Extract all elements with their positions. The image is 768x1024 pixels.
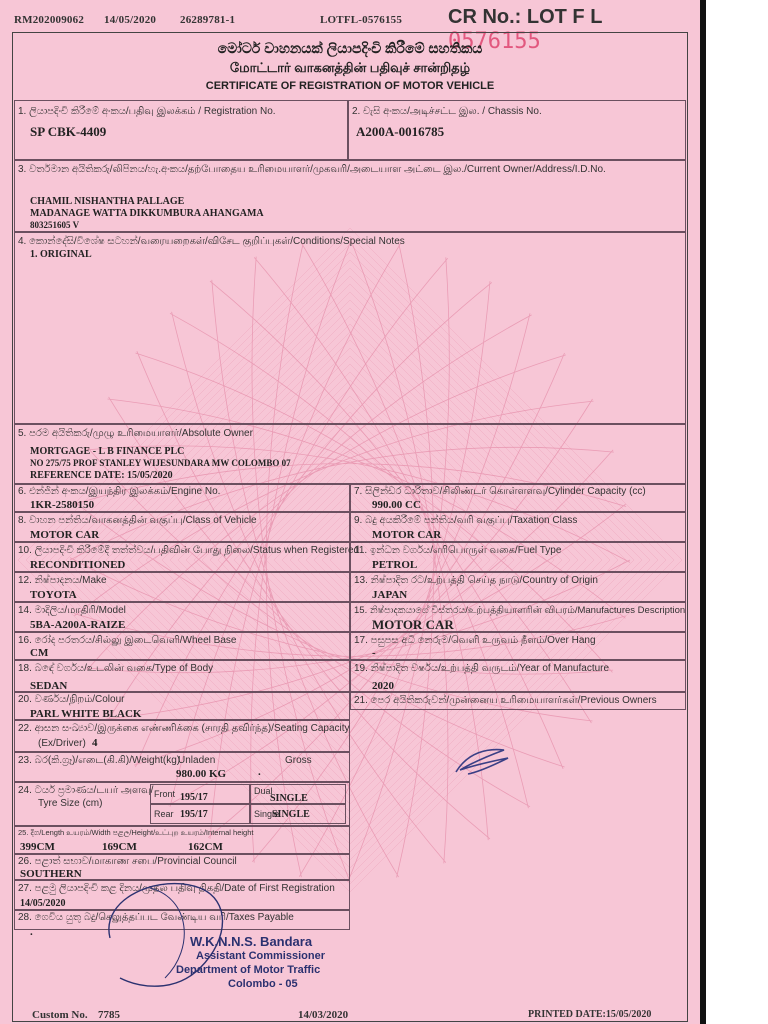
single-value: SINGLE	[272, 809, 310, 820]
absolute-owner-line1: MORTGAGE - L B FINANCE PLC	[30, 446, 185, 457]
seating-value: 4	[92, 737, 98, 749]
cr-number-value: 0576155	[448, 29, 541, 54]
cell-conditions	[14, 232, 686, 424]
seating-label: 22. ආසන සංඛ්‍යාව/இருக்கை எண்ணிக்கை (சாரதி தவிர்ந்த)/Seating Capacity	[18, 723, 350, 734]
scan-edge	[700, 0, 706, 1024]
colour-value: PARL WHITE BLACK	[30, 708, 142, 720]
registration-value: SP CBK-4409	[30, 124, 107, 139]
taxation-value: MOTOR CAR	[372, 529, 442, 541]
signature-scribble	[448, 742, 518, 782]
model-value: 5BA-A200A-RAIZE	[30, 619, 126, 631]
stamp-city: Colombo - 05	[228, 978, 298, 990]
conditions-label: 4. කොන්දේසි/විශේෂ සටහන්/வரையறைகள்/விசேட குறிப்புகள்/Conditions/Special Notes	[18, 236, 405, 247]
custom-no-label: Custom No.	[32, 1009, 88, 1021]
wheelbase-label: 16. රෝද පරතරය/சில்லு இடைவெளி/Wheel Base	[18, 635, 237, 646]
taxation-label: 9. බදු අයකිරීමේ පන්තිය/வரி வகுப்பு/Taxation Class	[354, 515, 578, 526]
year-label: 19. නිෂ්පාදිත වර්ෂය/உற்பத்தி வருடம்/Year of Manufacture	[354, 663, 610, 674]
engine-value: 1KR-2580150	[30, 499, 95, 511]
gross-value: .	[258, 766, 261, 778]
country-label: 13. නිෂ්පාදිත රට/உற்பத்தி செய்த நாடு/Country of Origin	[354, 575, 598, 586]
stamp-title: Assistant Commissioner	[196, 950, 325, 962]
wheelbase-value: CM	[30, 647, 49, 659]
owner-name: CHAMIL NISHANTHA PALLAGE	[30, 196, 185, 207]
front-label: Front	[154, 789, 176, 799]
printed-date: PRINTED DATE:15/05/2020	[528, 1009, 652, 1020]
title-english: CERTIFICATE OF REGISTRATION OF MOTOR VEHICLE	[205, 80, 495, 92]
dimensions-label: 25. දිග/Length உயரம்/Width පළල/Height/உட்புற உயரம்/Internal height	[18, 828, 254, 837]
title-tamil: மோட்டார் வாகனத்தின் பதிவுச் சான்றிதழ்	[229, 60, 471, 75]
lot-reference: LOTFL-0576155	[320, 14, 403, 26]
height-value: 162CM	[188, 841, 223, 853]
length-value: 399CM	[20, 841, 55, 853]
official-stamp-circle	[80, 868, 350, 998]
country-value: JAPAN	[372, 589, 408, 601]
make-label: 12. නිෂ්පාදනය/Make	[18, 575, 107, 586]
manufacturer-desc-value: MOTOR CAR	[372, 617, 454, 632]
fuel-label: 11. ඉන්ධන වර්ගය/எரிபொருள் வகை/Fuel Type	[354, 545, 562, 556]
owner-label: 3. වර්තමාන අයිතිකරු/லிපිනය/හැ.අංකය/தற்போதைய உரிமையாளர்/முகவரி/அடையாள அட்டை இல./Current Owner/Address/I.D.No.	[18, 164, 606, 175]
body-value: SEDAN	[30, 680, 68, 692]
taxes-label: 28. ගෙවිය යුතු බදු/செலுத்தப்பட வேண்டிய வரி/Taxes Payable	[18, 912, 294, 923]
weight-label: 23. බර(කි.ග්‍රෑ)/எடை(கி.கி)/Weight(kg)	[18, 755, 181, 766]
status-label: 10. ලියාපදිංචි කිරීමේදී තත්ත්වය/பதிவின் போது நிலை/Status when Registered	[18, 545, 360, 556]
top-date: 14/05/2020	[104, 14, 157, 26]
rear-value: 195/17	[180, 809, 208, 820]
overhang-value: -	[372, 647, 376, 659]
cr-label: CR No.: LOT F L	[448, 6, 603, 28]
previous-owners-label: 21. පෙර අයිතිකරුවන්/முன்னைய உரிமையாளர்கள்/Previous Owners	[354, 695, 657, 706]
tyre-label: 24. ටයර් ප්‍රමාණය/டயர் அளவு/	[18, 785, 154, 796]
absolute-owner-line2: NO 275/75 PROF STANLEY WIJESUNDARA MW COLOMBO 07	[30, 458, 291, 468]
chassis-value: A200A-0016785	[356, 124, 445, 139]
chassis-label: 2. චැසි අංකය/அடிச்சட்ட இல. / Chassis No.	[352, 106, 542, 117]
custom-date: 14/03/2020	[298, 1009, 349, 1021]
province-value: SOUTHERN	[20, 868, 82, 880]
unladen-value: 980.00 KG	[176, 768, 227, 780]
body-label: 18. බඳේ වර්ගය/உடலின் வகை/Type of Body	[18, 663, 214, 674]
absolute-owner-line3: REFERENCE DATE: 15/05/2020	[30, 470, 173, 481]
class-value: MOTOR CAR	[30, 529, 100, 541]
colour-label: 20. වර්ණය/நிறம்/Colour	[18, 694, 125, 705]
absolute-owner-label: 5. පරම අයිතිකරු/முழு உரிமையாளர்/Absolute Owner	[18, 428, 253, 439]
unladen-label: Unladen	[178, 755, 216, 766]
overhang-label: 17. පසුපස අධි නෙරුම/வெளி உருவம் நீளம்/Over Hang	[354, 635, 596, 646]
province-label: 26. පළාත් සභාව/மாகாண சபை/Provincial Council	[18, 856, 237, 867]
title-sinhala: මෝටර් වාහනයක් ලියාපදිංචි කිරීමේ සහතිකය	[217, 40, 483, 56]
make-value: TOYOTA	[30, 589, 77, 601]
gross-label: Gross	[285, 755, 312, 766]
reference-number-2: 26289781-1	[180, 14, 236, 26]
rear-label: Rear	[154, 809, 174, 819]
taxes-value: .	[30, 926, 33, 938]
model-label: 14. මාදිලිය/மாதிரி/Model	[18, 605, 126, 616]
custom-no-value: 7785	[98, 1009, 120, 1021]
single-label: Single	[254, 809, 280, 819]
registration-label: 1. ලියාපදිංචි කිරීමේ අංකය/பதிவு இலக்கம் / Registration No.	[18, 106, 276, 117]
first-registration-value: 14/05/2020	[20, 898, 66, 909]
cylinder-label: 7. සිලින්ඩර ධාරිතාව/சிலிண்டர் கொள்ளளவு/Cylinder Capacity (cc)	[354, 486, 646, 497]
class-label: 8. වාහන පන්තිය/வாகனத்தின் வகுப்பு/Class of Vehicle	[18, 515, 257, 526]
tyre-sub-label: Tyre Size (cm)	[38, 798, 103, 809]
front-value: 195/17	[180, 792, 208, 803]
fuel-value: PETROL	[372, 559, 418, 571]
stamp-name: W.K.N.N.S. Bandara	[190, 934, 313, 949]
width-value: 169CM	[102, 841, 137, 853]
status-value: RECONDITIONED	[30, 559, 126, 571]
owner-address: MADANAGE WATTA DIKKUMBURA AHANGAMA	[30, 208, 264, 219]
dual-label: Dual	[254, 786, 273, 796]
conditions-value: 1. ORIGINAL	[30, 249, 92, 260]
seating-sub-label: (Ex/Driver)	[38, 738, 86, 749]
cylinder-value: 990.00 CC	[372, 499, 421, 511]
manufacturer-desc-label: 15. නිෂ්පාදකයාගේ විස්තරය/உற்பத்தியாளரின் விபரம்/Manufactures Description	[354, 605, 686, 616]
stamp-department: Department of Motor Traffic	[176, 964, 321, 976]
dual-value: SINGLE	[270, 793, 308, 804]
owner-id: 803251605 V	[30, 220, 80, 230]
reference-number-1: RM202009062	[14, 14, 85, 26]
first-registration-label: 27. පළමු ලියාපදිංචි කළ දිනය/முதல் பதிவு திகதி/Date of First Registration	[18, 883, 335, 894]
year-value: 2020	[372, 680, 394, 692]
engine-label: 6. එන්ජින් අංකය/இயந்திர இலக்கம்/Engine No.	[18, 486, 221, 497]
